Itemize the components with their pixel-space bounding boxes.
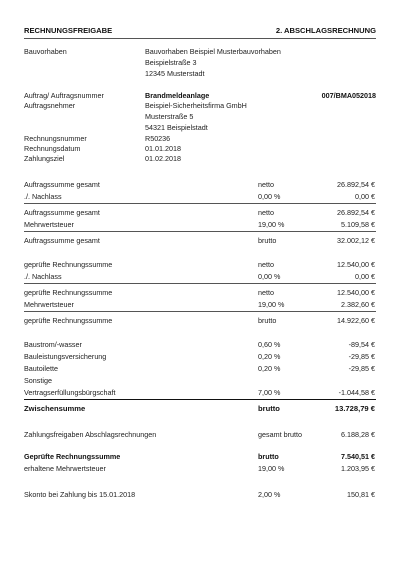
rechnungsdatum-label: Rechnungsdatum: [24, 144, 81, 153]
row-label: Auftragssumme gesamt: [24, 208, 100, 217]
row-mid: 19,00 %: [258, 220, 285, 229]
row-label: geprüfte Rechnungssumme: [24, 316, 113, 325]
row-divider: [24, 311, 376, 312]
row-value: 12.540,00 €: [337, 260, 375, 269]
row-mid: netto: [258, 288, 274, 297]
auftrag-value: Brandmeldeanlage: [145, 91, 210, 100]
row-value: -29,85 €: [348, 352, 375, 361]
row-value: 5.109,58 €: [341, 220, 375, 229]
row-mid: brutto: [258, 316, 277, 325]
zwischensumme-label: Zwischensumme: [24, 404, 86, 413]
row-value: 12.540,00 €: [337, 288, 375, 297]
rechnungsdatum-value: 01.01.2018: [145, 144, 181, 153]
header-divider: [24, 38, 376, 39]
freigaben-label: Zahlungsfreigaben Abschlagsrechnungen: [24, 430, 157, 439]
row-value: 0,00 €: [355, 272, 375, 281]
document-type-title: RECHNUNGSFREIGABE: [24, 26, 113, 35]
row-label: Baustrom/-wasser: [24, 340, 82, 349]
row-mid: 0,20 %: [258, 352, 281, 361]
row-label: ./. Nachlass: [24, 272, 62, 281]
zahlungsziel-value: 01.02.2018: [145, 154, 181, 163]
row-mid: netto: [258, 180, 274, 189]
invoice-sequence-title: 2. ABSCHLAGSRECHNUNG: [275, 26, 376, 35]
zahlungsziel-label: Zahlungsziel: [24, 154, 65, 163]
row-mid: netto: [258, 260, 274, 269]
freigaben-mid: gesamt brutto: [258, 430, 302, 439]
auftragnehmer-label: Auftragsnehmer: [24, 101, 76, 110]
freigaben-value: 6.188,28 €: [341, 430, 375, 439]
row-label: Mehrwertsteuer: [24, 300, 74, 309]
row-label: Bautoilette: [24, 364, 58, 373]
auftragnehmer-city: 54321 Beispielstadt: [145, 123, 208, 132]
bauvorhaben-label: Bauvorhaben: [24, 47, 67, 56]
row-mid: 0,60 %: [258, 340, 281, 349]
row-mid: brutto: [258, 236, 277, 245]
row-mid: netto: [258, 208, 274, 217]
skonto-value: 150,81 €: [347, 490, 375, 499]
row-value: 26.892,54 €: [337, 208, 375, 217]
row-value: 26.892,54 €: [337, 180, 375, 189]
row-mid: 0,00 %: [258, 272, 281, 281]
skonto-mid: 2,00 %: [258, 490, 281, 499]
row-value: -29,85 €: [348, 364, 375, 373]
rechnungsnummer-label: Rechnungsnummer: [24, 134, 87, 143]
row-value: -89,54 €: [348, 340, 375, 349]
row-value: 0,00 €: [355, 192, 375, 201]
row-label: Bauleistungsversicherung: [24, 352, 107, 361]
mwst-erhalten-value: 1.203,95 €: [341, 464, 375, 473]
skonto-label: Skonto bei Zahlung bis 15.01.2018: [24, 490, 136, 499]
row-mid: 0,00 %: [258, 192, 281, 201]
subtotal-divider: [24, 399, 376, 400]
auftrag-number: 007/BMA052018: [321, 91, 376, 100]
row-value: -1.044,58 €: [338, 388, 375, 397]
auftragnehmer-name: Beispiel-Sicherheitsfirma GmbH: [145, 101, 247, 110]
row-value: 32.002,12 €: [337, 236, 375, 245]
row-divider: [24, 203, 376, 204]
bauvorhaben-name: Bauvorhaben Beispiel Musterbauvorhaben: [145, 47, 281, 56]
mwst-erhalten-label: erhaltene Mehrwertsteuer: [24, 464, 106, 473]
mwst-erhalten-mid: 19,00 %: [258, 464, 285, 473]
row-label: Auftragssumme gesamt: [24, 180, 100, 189]
gepruefte-summe-mid: brutto: [258, 452, 279, 461]
zwischensumme-value: 13.728,79 €: [334, 404, 375, 413]
gepruefte-summe-label: Geprüfte Rechnungssumme: [24, 452, 121, 461]
row-value: 14.922,60 €: [337, 316, 375, 325]
row-label: geprüfte Rechnungssumme: [24, 260, 113, 269]
bauvorhaben-city: 12345 Musterstadt: [145, 69, 205, 78]
row-label: geprüfte Rechnungssumme: [24, 288, 113, 297]
bauvorhaben-street: Beispielstraße 3: [145, 58, 197, 67]
row-label: Vertragserfüllungsbürgschaft: [24, 388, 116, 397]
auftragnehmer-street: Musterstraße 5: [145, 112, 194, 121]
row-value: 2.382,60 €: [341, 300, 375, 309]
row-label: Sonstige: [24, 376, 52, 385]
row-label: Mehrwertsteuer: [24, 220, 74, 229]
row-divider: [24, 231, 376, 232]
auftrag-label: Auftrag/ Auftragsnummer: [24, 91, 104, 100]
row-mid: 0,20 %: [258, 364, 281, 373]
row-label: Auftragssumme gesamt: [24, 236, 100, 245]
row-divider: [24, 283, 376, 284]
row-label: ./. Nachlass: [24, 192, 62, 201]
zwischensumme-mid: brutto: [258, 404, 280, 413]
row-mid: 19,00 %: [258, 300, 285, 309]
gepruefte-summe-value: 7.540,51 €: [341, 452, 375, 461]
rechnungsnummer-value: R50236: [145, 134, 171, 143]
row-mid: 7,00 %: [258, 388, 281, 397]
